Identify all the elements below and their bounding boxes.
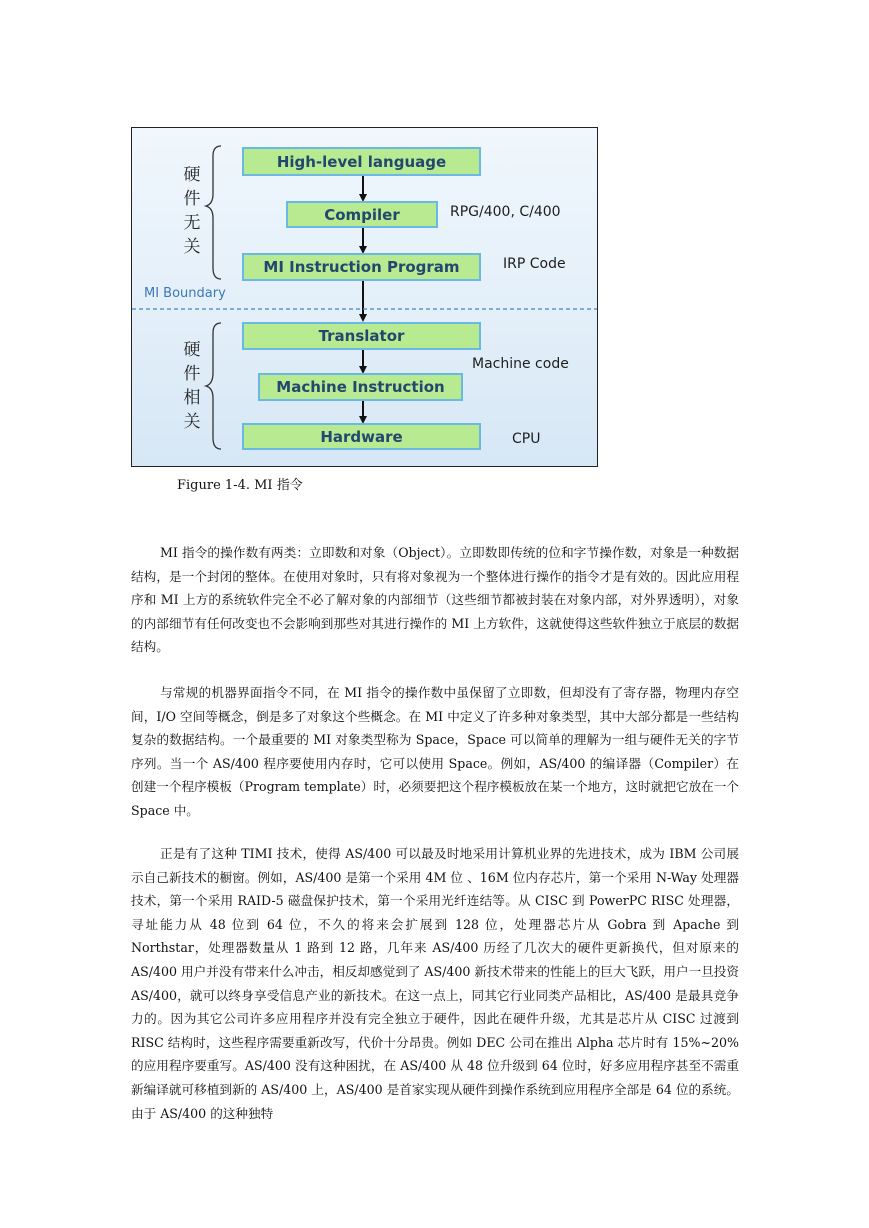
paragraph-2: 与常规的机器界面指令不同，在 MI 指令的操作数中虽保留了立即数，但却没有了寄存器，物理内存空间，I/O 空间等概念，倒是多了对象这个些概念。在 MI 中定义了许多种对象类型，其中大部分都是一些结构复杂的数据结构。一个最重要的 MI 对象类型称为 Space，Space 可以简单的理解为一组与硬件无关的字节序列。当一个 AS/400 程序要使用内存时，它可以使用 Space。例如，AS/400 的编译器（Compiler）在创建一个程序模板（Program template）时，必须要把这个程序模板放在某一个地方，这时就把它放在一个 Space 中。 xyxy=(131,685,739,818)
box-machine-instruction: Machine Instruction xyxy=(258,373,463,401)
label-mi-boundary: MI Boundary xyxy=(144,286,226,301)
box-high-level-language: High-level language xyxy=(242,147,481,176)
bracket-top xyxy=(206,146,221,279)
box-mi-instruction-program: MI Instruction Program xyxy=(242,253,481,281)
label-cpu: CPU xyxy=(512,431,541,447)
paragraph-3: 正是有了这种 TIMI 技术，使得 AS/400 可以最及时地采用计算机业界的先进技术，成为 IBM 公司展示自己新技术的橱窗。例如，AS/400 是第一个采用 4M 位 、16M 位内存芯片，第一个采用 N-Way 处理器技术，第一个采用 RAID-5 磁盘保护技术，第一个采用光纤连结等。从 CISC 到 PowerPC RISC 处理器，寻址能力从 48 位到 64 位，不久的将来会扩展到 128 位，处理器芯片从 Gobra 到 Apache 到 Northstar，处理器数量从 1 路到 12 路，几年来 AS/400 历经了几次大的硬件更新换代，但对原来的 AS/400 用户并没有带来什么冲击，相反却感觉到了 AS/400 新技术带来的性能上的巨大飞跃，用户一旦投资 AS/400，就可以终身享受信息产业的新技术。在这一点上，同其它行业同类产品相比，AS/400 是最具竞争力的。因为其它公司许多应用程序并没有完全独立于硬件，因此在硬件升级，尤其是芯片从 CISC 过渡到 RISC 结构时，这些程序需要重新改写，代价十分昂贵。例如 DEC 公司在推出 Alpha 芯片时有 15%~20%的应用程序要重写。AS/400 没有这种困扰，在 AS/400 从 48 位升级到 64 位时，好多应用程序甚至不需重新编译就可移植到新的 AS/400 上，AS/400 是首家实现从硬件到操作系统到应用程序全部是 64 位的系统。由于 AS/400 的这种独特 xyxy=(131,846,739,1121)
bracket-label-hardware-dependent: 硬 件 相 关 xyxy=(183,340,201,432)
figure-caption: Figure 1-4. MI 指令 xyxy=(177,478,303,493)
paragraph-1: MI 指令的操作数有两类：立即数和对象（Object）。立即数即传统的位和字节操作数，对象是一种数据结构，是一个封闭的整体。在使用对象时，只有将对象视为一个整体进行操作的指令才是有效的。因此应用程序和 MI 上方的系统软件完全不必了解对象的内部细节（这些细节都被封装在对象内部，对外界透明），对象的内部细节有任何改变也不会影响到那些对其进行操作的 MI 上方软件，这就使得这些软件独立于底层的数据结构。 xyxy=(131,545,739,655)
label-irp-code: IRP Code xyxy=(503,256,566,272)
box-hardware: Hardware xyxy=(242,423,481,450)
mi-layer-diagram xyxy=(131,127,598,467)
box-translator: Translator xyxy=(242,322,481,350)
label-machine-code: Machine code xyxy=(472,356,569,372)
label-compiler-languages: RPG/400, C/400 xyxy=(450,204,561,220)
bracket-label-hardware-independent: 硬 件 无 关 xyxy=(183,165,201,257)
box-compiler: Compiler xyxy=(286,201,438,228)
bracket-bottom xyxy=(206,323,221,449)
